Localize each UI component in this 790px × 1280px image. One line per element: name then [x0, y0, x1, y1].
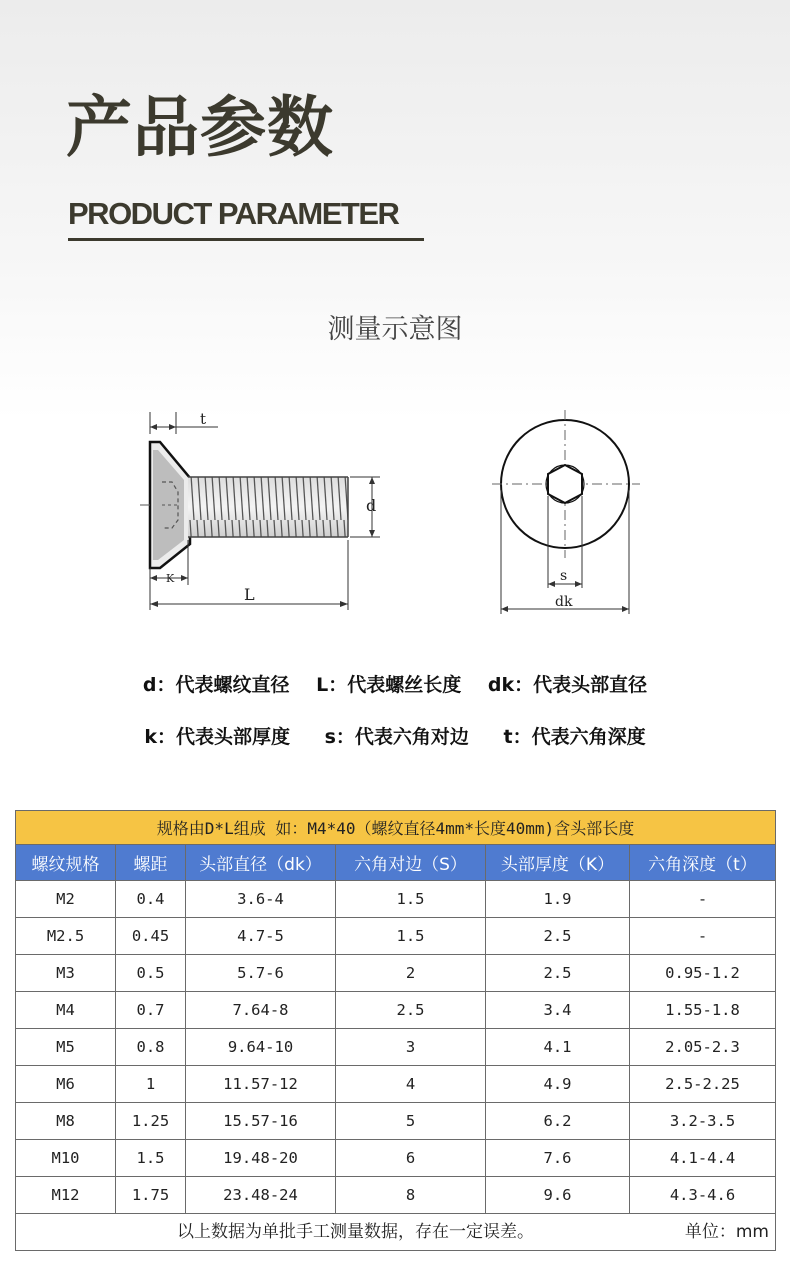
- column-header: 螺纹规格: [16, 845, 116, 881]
- table-cell: 23.48-24: [186, 1177, 336, 1214]
- table-cell: 11.57-12: [186, 1066, 336, 1103]
- column-header: 头部直径（dk）: [186, 845, 336, 881]
- table-row: [16, 955, 776, 992]
- column-header: 六角深度（t）: [630, 845, 776, 881]
- legend-item: dk：代表头部直径: [487, 674, 648, 696]
- table-cell: 4.7-5: [186, 918, 336, 955]
- table-cell: 0.95-1.2: [630, 955, 776, 992]
- table-cell: 0.7: [116, 992, 186, 1029]
- table-cell: 0.4: [116, 881, 186, 918]
- table-cell: 4.3-4.6: [630, 1177, 776, 1214]
- table-row: [16, 881, 776, 918]
- L-label: L: [244, 585, 255, 604]
- table-row: [16, 1029, 776, 1066]
- t-label: t: [200, 410, 207, 428]
- table-cell: 4.9: [486, 1066, 630, 1103]
- unit-label: 单位：mm: [684, 1222, 769, 1242]
- d-label: d: [366, 496, 377, 515]
- column-header: 六角对边（S）: [336, 845, 486, 881]
- table-cell: 8: [336, 1177, 486, 1214]
- table-cell: 9.64-10: [186, 1029, 336, 1066]
- table-cell: M10: [16, 1140, 116, 1177]
- title-underline: [68, 238, 424, 241]
- diagram-title: 测量示意图: [327, 314, 463, 345]
- table-cell: 6.2: [486, 1103, 630, 1140]
- table-cell: 4: [336, 1066, 486, 1103]
- legend-item: L：代表螺丝长度: [316, 674, 462, 696]
- column-header: 头部厚度（K）: [486, 845, 630, 881]
- table-cell: 15.57-16: [186, 1103, 336, 1140]
- table-cell: 3.4: [486, 992, 630, 1029]
- table-cell: 1: [116, 1066, 186, 1103]
- table-cell: 3: [336, 1029, 486, 1066]
- measurement-diagram: [0, 400, 790, 630]
- page-title-en: PRODUCT PARAMETER: [68, 196, 399, 231]
- table-cell: 4.1-4.4: [630, 1140, 776, 1177]
- footnote: 以上数据为单批手工测量数据，存在一定误差。: [177, 1222, 534, 1242]
- legend-row-1: [0, 672, 790, 698]
- table-cell: M6: [16, 1066, 116, 1103]
- table-cell: 1.75: [116, 1177, 186, 1214]
- page-title-cn: 产品参数: [66, 89, 334, 166]
- table-row: [16, 1103, 776, 1140]
- legend-item: s：代表六角对边: [324, 726, 469, 748]
- table-cell: 2.5: [486, 918, 630, 955]
- column-header: 螺距: [116, 845, 186, 881]
- table-cell: 7.6: [486, 1140, 630, 1177]
- table-cell: 2: [336, 955, 486, 992]
- table-caption: 规格由D*L组成 如：M4*40（螺纹直径4mm*长度40mm)含头部长度: [16, 811, 776, 845]
- table-row: [16, 918, 776, 955]
- legend-item: k：代表头部厚度: [144, 726, 290, 748]
- table-cell: 7.64-8: [186, 992, 336, 1029]
- table-cell: 5: [336, 1103, 486, 1140]
- table-cell: 1.55-1.8: [630, 992, 776, 1029]
- legend-row-2: [0, 724, 790, 750]
- table-cell: 9.6: [486, 1177, 630, 1214]
- table-cell: 2.5: [486, 955, 630, 992]
- table-row: [16, 1066, 776, 1103]
- table-cell: 2.05-2.3: [630, 1029, 776, 1066]
- table-cell: 5.7-6: [186, 955, 336, 992]
- table-cell: M8: [16, 1103, 116, 1140]
- table-cell: M2: [16, 881, 116, 918]
- table-cell: 1.5: [336, 918, 486, 955]
- table-footer-cell: [16, 1214, 776, 1251]
- table-cell: 1.9: [486, 881, 630, 918]
- table-cell: 3.2-3.5: [630, 1103, 776, 1140]
- table-cell: 1.5: [336, 881, 486, 918]
- table-cell: M12: [16, 1177, 116, 1214]
- table-cell: 2.5-2.25: [630, 1066, 776, 1103]
- table-row: [16, 992, 776, 1029]
- legend-item: d：代表螺纹直径: [142, 674, 290, 696]
- legend-item: t：代表六角深度: [503, 726, 646, 748]
- table-footer-row: [16, 1214, 776, 1251]
- table-cell: 1.25: [116, 1103, 186, 1140]
- dk-label: dk: [555, 594, 573, 610]
- table-cell: 1.5: [116, 1140, 186, 1177]
- k-label: K: [166, 572, 175, 585]
- s-label: s: [560, 568, 568, 584]
- screw-side-view: [140, 410, 380, 610]
- table-cell: 0.45: [116, 918, 186, 955]
- table-cell: M3: [16, 955, 116, 992]
- table-cell: 4.1: [486, 1029, 630, 1066]
- table-cell: M4: [16, 992, 116, 1029]
- table-cell: 2.5: [336, 992, 486, 1029]
- table-cell: -: [630, 918, 776, 955]
- table-cell: 3.6-4: [186, 881, 336, 918]
- screw-top-view: [492, 410, 640, 614]
- table-header-row: [16, 845, 776, 881]
- spec-table: [15, 810, 776, 1251]
- table-cell: 19.48-20: [186, 1140, 336, 1177]
- table-cell: -: [630, 881, 776, 918]
- table-row: [16, 1140, 776, 1177]
- table-cell: 6: [336, 1140, 486, 1177]
- table-cell: M2.5: [16, 918, 116, 955]
- table-row: [16, 1177, 776, 1214]
- table-cell: 0.8: [116, 1029, 186, 1066]
- table-caption-row: [16, 811, 776, 845]
- table-cell: 0.5: [116, 955, 186, 992]
- table-cell: M5: [16, 1029, 116, 1066]
